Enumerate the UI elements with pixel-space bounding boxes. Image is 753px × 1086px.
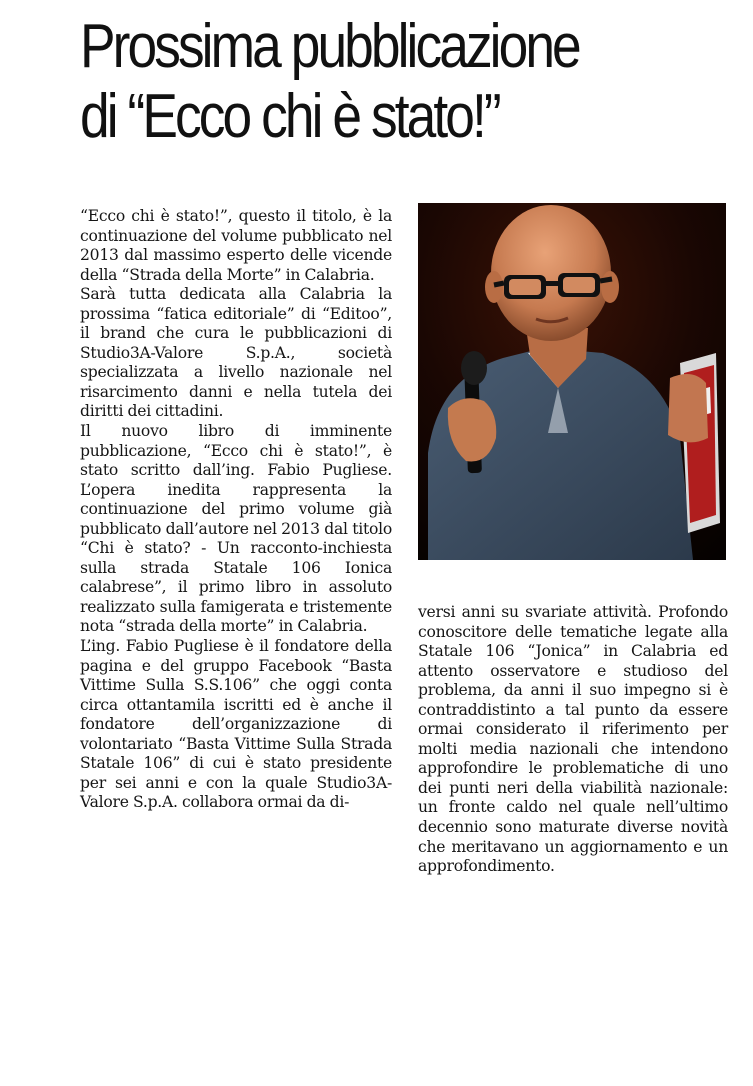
person-with-microphone-and-book-photo [418, 203, 726, 560]
headline-line-1: Prossima pubblicazione [80, 12, 579, 81]
article-paragraph: “Ecco chi è stato!”, questo il titolo, è la continuazione del volume pubblicato nel 2013 dal massimo esperto delle vicende della “Strada della Morte” in Calabria. [80, 207, 392, 284]
headline [80, 12, 648, 152]
article-paragraph: L’ing. Fabio Pugliese è il fondatore della pagina e del gruppo Facebook “Basta Vittime Sulla S.S.106” che oggi conta circa ottantamila iscritti ed è anche il fondatore dell’organizzazione di volontariato “Basta Vittime Sulla Strada Statale 106” di cui è stato presidente per sei anni e con la quale Studio3A-Valore S.p.A. collabora ormai da di- [80, 637, 392, 812]
article-column-right [418, 603, 728, 877]
article-column-left [80, 207, 392, 813]
article-paragraph: versi anni su svariate attività. Profondo conoscitore delle tematiche legate alla Statale 106 “Jonica” in Calabria ed attento osservatore e studioso del problema, da anni il suo impegno si è contraddistinto a tal punto da essere ormai considerato il riferimento per molti media nazionali che intendono approfondire le problematiche di uno dei punti neri della viabilità nazionale: un fronte caldo nel quale nell’ultimo decennio sono maturate diverse novità che meritavano un aggiornamento e un approfondimento. [418, 603, 728, 876]
article-paragraph: Il nuovo libro di imminente pubblicazione, “Ecco chi è stato!”, è stato scritto dall’ing. Fabio Pugliese. L’opera inedita rappresenta la continuazione del primo volume già pubblicato dall’autore nel 2013 dal titolo “Chi è stato? - Un racconto-inchiesta sulla strada Statale 106 Ionica calabrese”, il primo libro in assoluto realizzato sulla famigerata e tristemente nota “strada della morte” in Calabria. [80, 422, 392, 636]
author-photo [418, 203, 726, 560]
headline-line-2: di “Ecco chi è stato!” [80, 82, 499, 151]
article-paragraph: Sarà tutta dedicata alla Calabria la prossima “fatica editoriale” di “Editoo”, il brand che cura le pubblicazioni di Studio3A-Valore S.p.A., società specializzata a livello nazionale nel risarcimento danni e nella tutela dei diritti dei cittadini. [80, 285, 392, 421]
